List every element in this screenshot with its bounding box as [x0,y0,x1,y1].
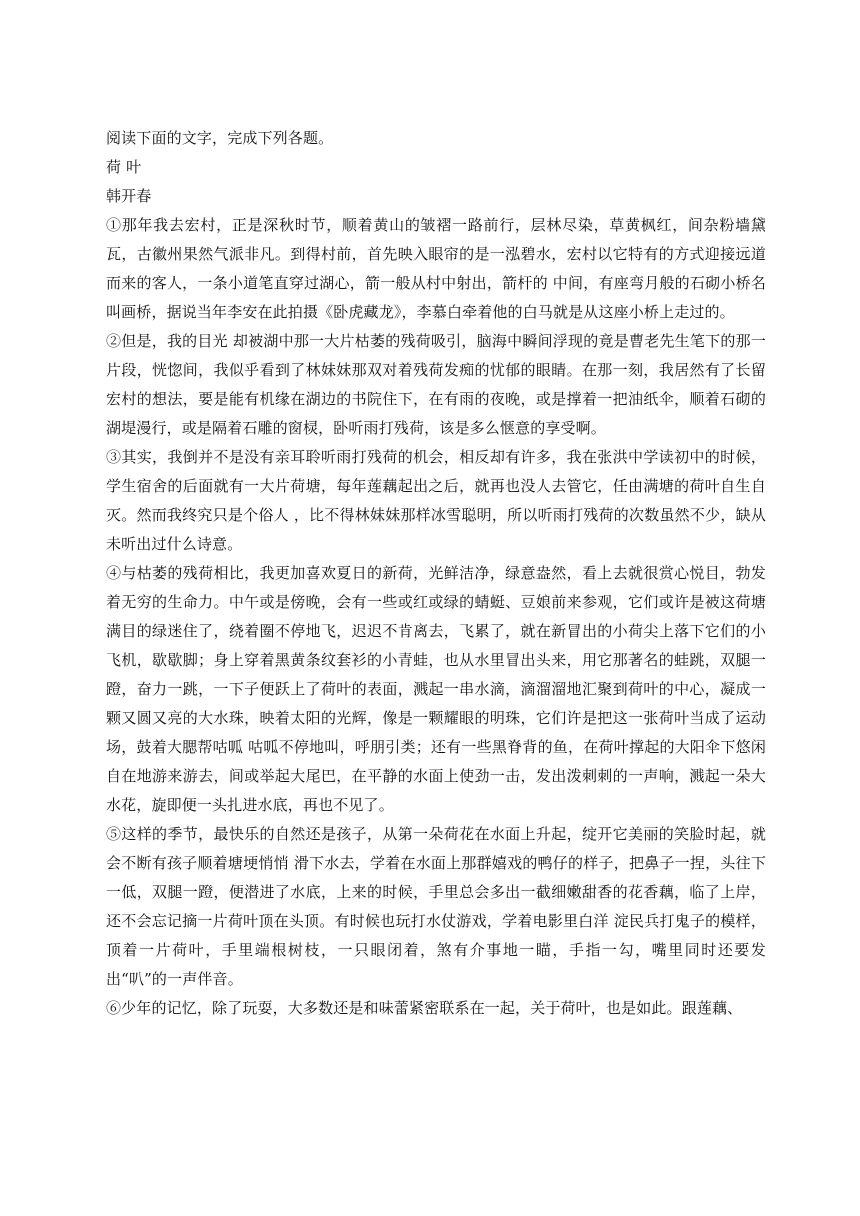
article [106,124,766,1023]
article-title: 荷 叶 [106,158,142,176]
article-author: 韩开春 [106,187,152,205]
paragraph-1: ①那年我去宏村，正是深秋时节，顺着黄山的皱褶一路前行，层林尽染，草黄枫红，间杂粉墙黛瓦，古徽州果然气派非凡。到得村前，首先映入眼帘的是一泓碧水，宏村以它特有的方式迎接远道而来的客人，一条小道笔直穿过湖心，箭一般从村中射出，箭杆的 中间，有座弯月般的石砌小桥名叫画桥，据说当年李安在此拍摄《卧虎藏龙》，李慕白牵着他的白马就是从这座小桥上走过的。 [106,216,766,321]
paragraph-4: ④与枯萎的残荷相比，我更加喜欢夏日的新荷，光鲜洁净，绿意盎然，看上去就很赏心悦目，勃发着无穷的生命力。中午或是傍晚，会有一些或红或绿的蜻蜓、豆娘前来参观，它们或许是被这荷塘满目的绿迷住了，绕着圈不停地飞，迟迟不肯离去，飞累了，就在新冒出的小荷尖上落下它们的小飞机，歇歇脚；身上穿着黑黄条纹套衫的小青蛙，也从水里冒出头来，用它那著名的蛙跳，双腿一蹬，奋力一跳，一下子便跃上了荷叶的表面，溅起一串水滴，滴溜溜地汇聚到荷叶的中心，凝成一颗又圆又亮的大水珠，映着太阳的光辉，像是一颗耀眼的明珠，它们许是把这一张荷叶当成了运动场，鼓着大腮帮咕呱 咕呱不停地叫，呼朋引类；还有一些黑脊背的鱼，在荷叶撑起的大阳伞下悠闲自在地游来游去，间或举起大尾巴，在平静的水面上使劲一击，发出泼刺刺的一声响，溅起一朵大水花，旋即便一头扎进水底，再也不见了。 [106,564,766,814]
instruction: 阅读下面的文字，完成下列各题。 [106,129,334,147]
paragraph-2: ②但是，我的目光 却被湖中那一大片枯萎的残荷吸引，脑海中瞬间浮现的竟是曹老先生笔下的那一片段，恍惚间，我似乎看到了林妹妹那双对着残荷发痴的忧郁的眼睛。在那一刻，我居然有了长留宏村的想法，要是能有机缘在湖边的书院住下，在有雨的夜晚，或是撑着一把油纸伞，顺着石砌的湖堤漫行，或是隔着石雕的窗棂，卧听雨打残荷，该是多么惬意的享受啊。 [106,332,766,437]
paragraph-3: ③其实，我倒并不是没有亲耳聆听雨打残荷的机会，相反却有许多，我在张洪中学读初中的时候，学生宿舍的后面就有一大片荷塘，每年莲藕起出之后，就再也没人去管它，任由满塘的荷叶自生自灭。然而我终究只是个俗人 ，比不得林妹妹那样冰雪聪明，所以听雨打残荷的次数虽然不少，缺从未听出过什么诗意。 [106,448,766,553]
paragraph-6: ⑥少年的记忆，除了玩耍，大多数还是和味蕾紧密联系在一起，关于荷叶，也是如此。跟莲藕、 [106,999,743,1017]
paragraph-5: ⑤这样的季节，最快乐的自然还是孩子，从第一朵荷花在水面上升起，绽开它美丽的笑脸时起，就会不断有孩子顺着塘埂悄悄 滑下水去，学着在水面上那群嬉戏的鸭仔的样子，把鼻子一捏，头往下一低，双腿一蹬，便潜进了水底，上来的时候，手里总会多出一截细嫩甜香的花香藕，临了上岸，还不会忘记摘一片荷叶顶在头顶。有时候也玩打水仗游戏，学着电影里白洋 淀民兵打鬼子的模样，顶着一片荷叶，手里端根树枝，一只眼闭着，煞有介事地一瞄，手指一勾，嘴里同时还要发出“叭”的一声伴音。 [106,825,766,988]
